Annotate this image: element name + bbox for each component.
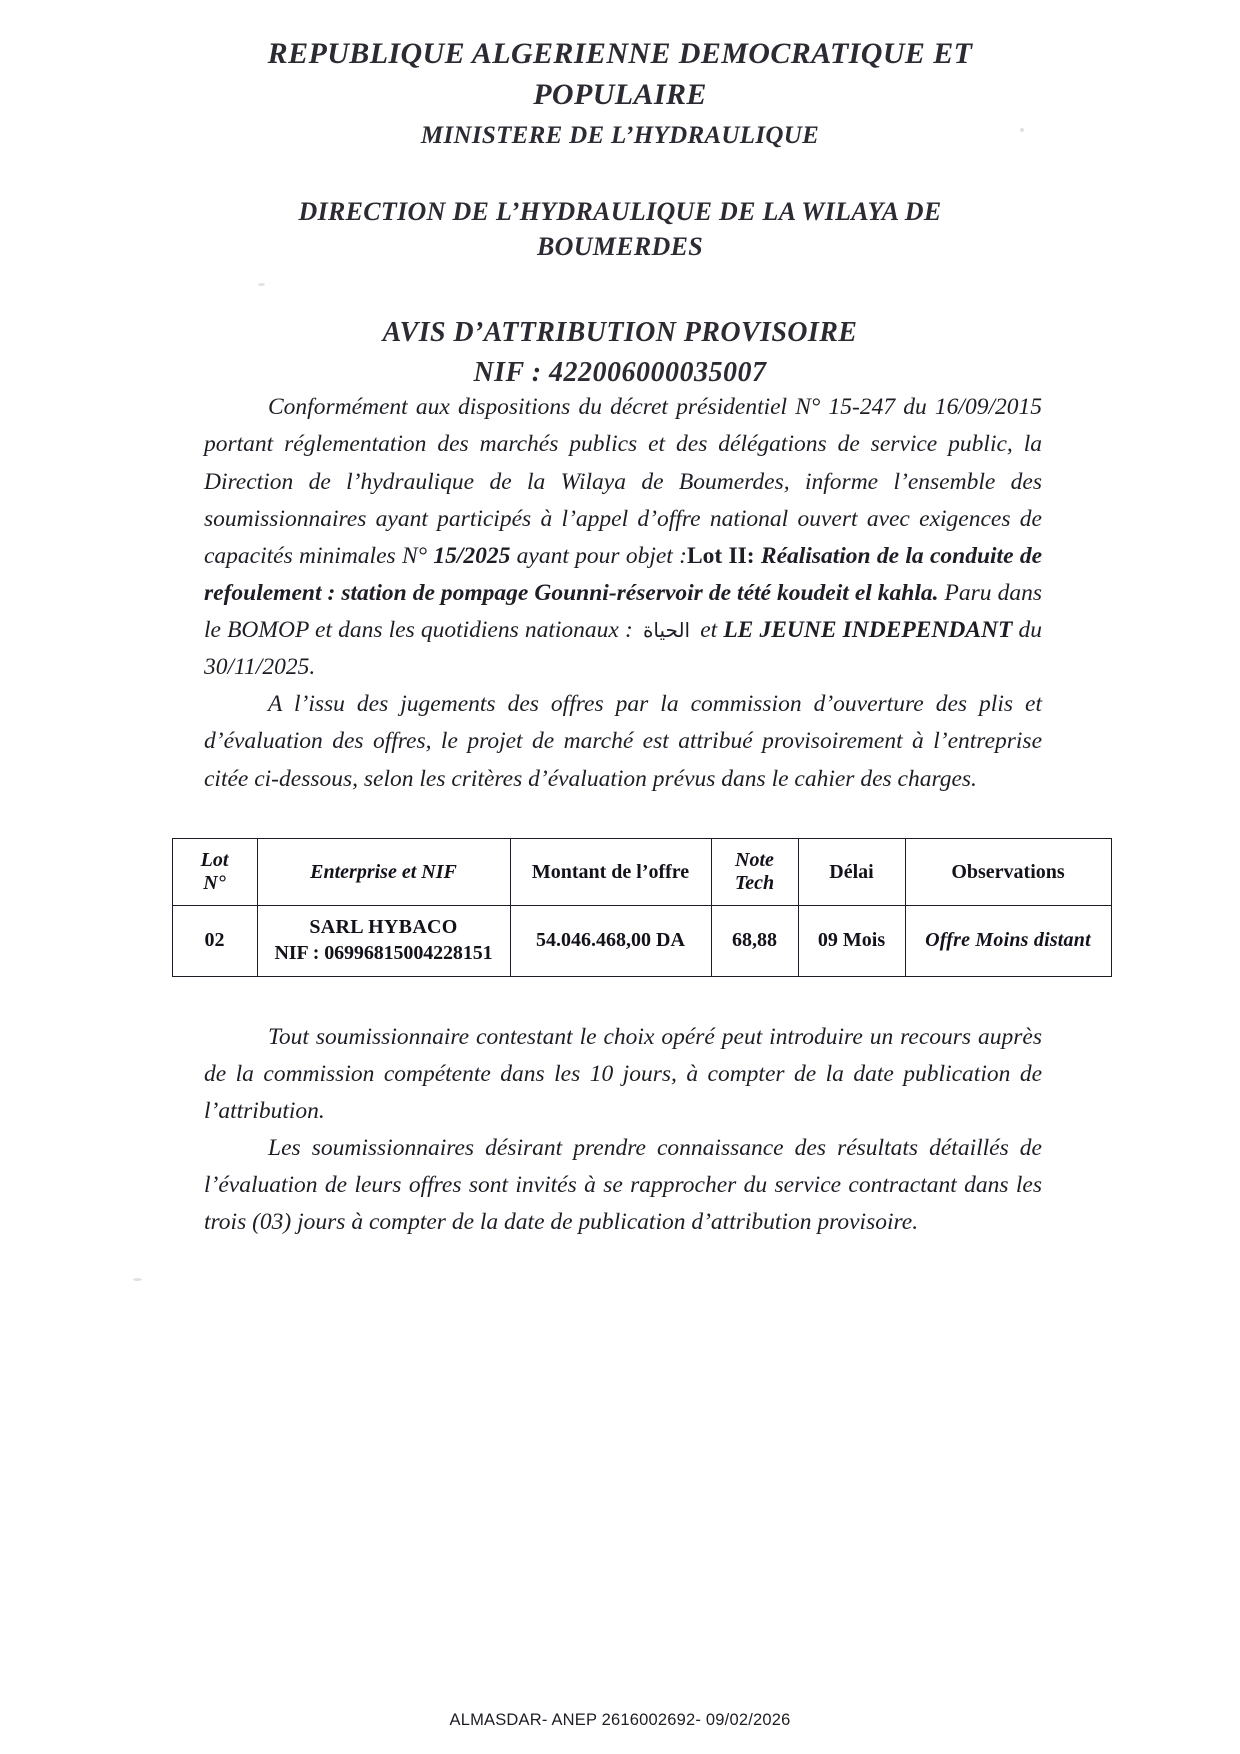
para1-part1: Conformément aux dispositions du décret présidentiel N° 15-247 du 16/09/2015 portant réglementation des marchés publics et des délégations de service public, la Direction de l’hydraulique de la Wilaya de Boumerdes, informe l’ensemble des soumissionnaires ayant participés à l’appel d’offre national ouvert avec exigences de capacités minimales N° [204,394,1042,569]
tender-number: 15/2025 [433,542,511,569]
table-row [172,905,1111,976]
project-object: Réalisation de la conduite de refoulement : station de pompage Gounni-réservoir de tété koudeit el kahla. [204,542,1042,606]
lot-separator: : [746,542,761,569]
ministry-title: MINISTERE DE L’HYDRAULIQUE [420,121,820,149]
award-table-wrapper [172,838,1091,977]
document-body-lower [198,1019,1042,1242]
document-body [198,389,1042,797]
paragraph-results-consultation: Les soumissionnaires désirant prendre connaissance des résultats détaillés de l’évaluation de leurs offres sont invités à se rapprocher du service contractant dans les trois (03) jours à compter de la date de publication d’attribution provisoire. [204,1135,1042,1236]
para1-part2: ayant pour objet : [510,542,687,569]
cell-amount: 54.046.468,00 DA [510,905,711,976]
document-header [0,0,1240,265]
organisation-nif: NIF : 422006000035007 [473,357,767,389]
column-header-enterprise: Enterprise et NIF [257,838,510,905]
column-header-lot-no [172,838,257,905]
cell-note-tech: 68,88 [711,905,798,976]
cell-enterprise [257,905,510,976]
lot-number: II [722,542,747,569]
newspaper-french-name: LE JEUNE INDEPENDANT [723,617,1013,644]
column-header-observations: Observations [905,838,1111,905]
lot-header-line2: N° [203,871,226,894]
column-header-note-tech [711,838,798,905]
directorate-title: DIRECTION DE L’HYDRAULIQUE DE LA WILAYA DE BOUMERDES [298,196,942,262]
para1-part4: et [694,617,724,644]
para1-part3: Paru dans le BOMOP et dans les quotidiens nationaux : [204,579,1042,644]
cell-observations: Offre Moins distant [905,905,1111,976]
notice-title-block [0,317,1240,389]
table-header-row [172,838,1111,905]
scan-speckle [133,1278,142,1281]
note-header-line2: Tech [734,871,775,894]
para1-part5: du 30/11/2025. [204,617,1043,681]
award-table [172,838,1112,977]
scan-speckle [258,283,265,286]
anep-footer: ALMASDAR- ANEP 2616002692- 09/02/2026 [449,1711,791,1729]
paragraph-legal-basis [204,389,1042,686]
lot-label: Lot [686,542,723,569]
cell-lot-no: 02 [172,905,257,976]
column-header-amount: Montant de l’offre [510,838,711,905]
cell-delay: 09 Mois [798,905,905,976]
column-header-delay: Délai [798,838,905,905]
newspaper-arabic-name: الحياة [642,618,691,643]
note-header-line1: Note [735,849,774,872]
enterprise-name: SARL HYBACO [309,916,458,939]
country-title: REPUBLIQUE ALGERIENNE DEMOCRATIQUE ET POPULAIRE [267,37,973,111]
paragraph-appeal-period: Tout soumissionnaire contestant le choix opéré peut introduire un recours auprès de la commission compétente dans les 10 jours, à compter de la date publication de l’attribution. [204,1023,1042,1124]
enterprise-nif: NIF : 06996815004228151 [274,941,493,964]
page-title: AVIS D’ATTRIBUTION PROVISOIRE [382,317,858,349]
paragraph-award-decision: A l’issu des jugements des offres par la commission d’ouverture des plis et d’évaluation des offres, le projet de marché est attribué provisoirement à l’entreprise citée ci-dessous, selon les critères d’évaluation prévus dans le cahier des charges. [204,691,1042,792]
scan-speckle [1020,128,1024,132]
lot-header-line1: Lot [200,849,229,872]
